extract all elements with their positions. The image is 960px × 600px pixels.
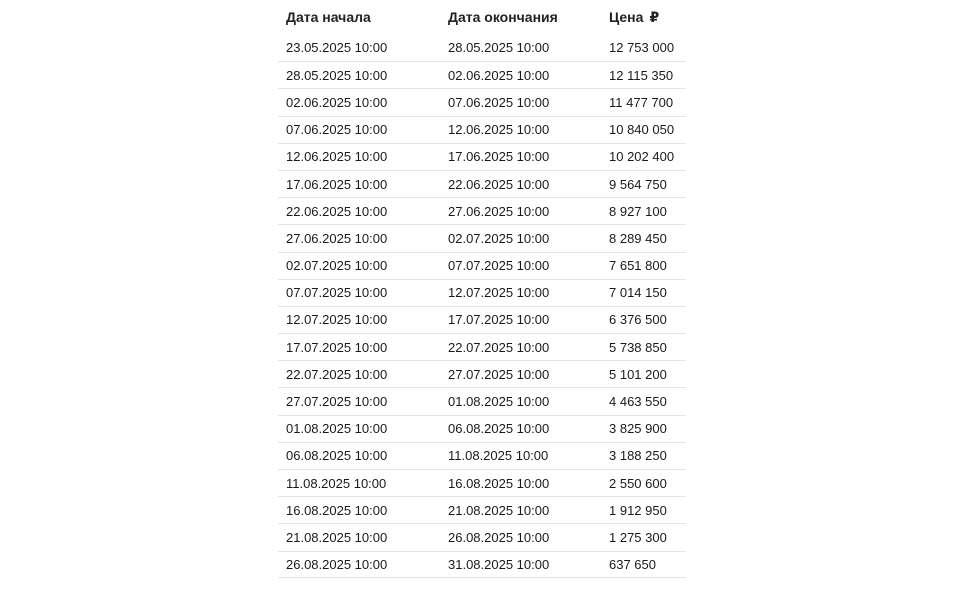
price-cell: 8 927 100 [609, 203, 667, 219]
price-cell: 5 738 850 [609, 339, 667, 355]
price-cell: 11 477 700 [609, 94, 674, 110]
start-date-cell: 16.08.2025 10:00 [286, 502, 388, 518]
end-date-cell: 16.08.2025 10:00 [448, 475, 550, 491]
price-cell: 12 115 350 [609, 67, 674, 83]
start-date-cell: 07.07.2025 10:00 [286, 285, 388, 301]
end-date-cell: 12.07.2025 10:00 [448, 285, 550, 301]
end-date-cell: 02.07.2025 10:00 [448, 230, 550, 246]
start-date-cell: 07.06.2025 10:00 [286, 122, 388, 138]
start-date-cell: 21.08.2025 10:00 [286, 529, 388, 545]
price-cell: 4 463 550 [609, 394, 667, 410]
ruble-currency-icon: ₽ [649, 8, 660, 25]
table-row [278, 197, 686, 224]
start-date-cell: 02.07.2025 10:00 [286, 258, 388, 274]
end-date-cell: 22.06.2025 10:00 [448, 176, 550, 192]
start-date-cell: 26.08.2025 10:00 [286, 556, 388, 572]
start-date-cell: 02.06.2025 10:00 [286, 94, 388, 110]
start-date-cell: 12.06.2025 10:00 [286, 149, 388, 165]
price-cell: 637 650 [609, 556, 656, 572]
table-row [278, 61, 686, 88]
start-date-cell: 17.06.2025 10:00 [286, 176, 388, 192]
end-date-cell: 17.07.2025 10:00 [448, 312, 550, 328]
table-row [278, 306, 686, 333]
table-body [278, 34, 686, 578]
start-date-cell: 11.08.2025 10:00 [286, 475, 387, 491]
end-date-cell: 17.06.2025 10:00 [448, 149, 550, 165]
price-cell: 1 275 300 [609, 529, 667, 545]
price-cell: 2 550 600 [609, 475, 667, 491]
end-date-cell: 02.06.2025 10:00 [448, 67, 550, 83]
price-schedule-table [278, 0, 686, 578]
end-date-cell: 06.08.2025 10:00 [448, 421, 550, 437]
start-date-cell: 06.08.2025 10:00 [286, 448, 388, 464]
end-date-cell: 31.08.2025 10:00 [448, 556, 550, 572]
price-cell: 7 651 800 [609, 258, 667, 274]
start-date-cell: 22.06.2025 10:00 [286, 203, 388, 219]
end-date-cell: 22.07.2025 10:00 [448, 339, 550, 355]
price-cell: 7 014 150 [609, 285, 667, 301]
table-row [278, 224, 686, 251]
table-row [278, 387, 686, 414]
price-cell: 10 840 050 [609, 122, 675, 138]
table-row [278, 170, 686, 197]
table-row [278, 116, 686, 143]
start-date-cell: 23.05.2025 10:00 [286, 40, 388, 56]
table-row [278, 333, 686, 360]
end-date-cell: 01.08.2025 10:00 [448, 394, 550, 410]
end-date-cell: 07.06.2025 10:00 [448, 94, 550, 110]
price-cell: 3 188 250 [609, 448, 667, 464]
start-date-cell: 28.05.2025 10:00 [286, 67, 388, 83]
end-date-cell: 12.06.2025 10:00 [448, 122, 550, 138]
table-row [278, 279, 686, 306]
price-header-label: Цена [609, 8, 644, 25]
end-date-cell: 27.06.2025 10:00 [448, 203, 550, 219]
price-cell: 12 753 000 [609, 40, 675, 56]
table-row [278, 496, 686, 523]
start-date-cell: 22.07.2025 10:00 [286, 366, 388, 382]
price-cell: 8 289 450 [609, 230, 667, 246]
column-header-start-date: Дата начала [286, 9, 371, 25]
end-date-cell: 07.07.2025 10:00 [448, 258, 550, 274]
start-date-cell: 27.07.2025 10:00 [286, 394, 388, 410]
table-header-row [278, 0, 686, 34]
start-date-cell: 27.06.2025 10:00 [286, 230, 388, 246]
start-date-cell: 17.07.2025 10:00 [286, 339, 388, 355]
price-cell: 3 825 900 [609, 421, 667, 437]
price-cell: 6 376 500 [609, 312, 667, 328]
table-row [278, 523, 686, 550]
column-header-price [601, 9, 686, 26]
table-row [278, 360, 686, 387]
start-date-cell: 12.07.2025 10:00 [286, 312, 388, 328]
table-row [278, 415, 686, 442]
table-row [278, 143, 686, 170]
price-cell: 1 912 950 [609, 502, 667, 518]
price-cell: 9 564 750 [609, 176, 667, 192]
end-date-cell: 26.08.2025 10:00 [448, 529, 550, 545]
table-row [278, 469, 686, 496]
end-date-cell: 11.08.2025 10:00 [448, 448, 549, 464]
table-row [278, 551, 686, 578]
end-date-cell: 27.07.2025 10:00 [448, 366, 550, 382]
table-row [278, 88, 686, 115]
table-row [278, 34, 686, 61]
table-row [278, 252, 686, 279]
end-date-cell: 28.05.2025 10:00 [448, 40, 550, 56]
start-date-cell: 01.08.2025 10:00 [286, 421, 388, 437]
price-cell: 10 202 400 [609, 149, 675, 165]
column-header-end-date: Дата окончания [448, 9, 558, 25]
end-date-cell: 21.08.2025 10:00 [448, 502, 550, 518]
price-cell: 5 101 200 [609, 366, 667, 382]
table-row [278, 442, 686, 469]
